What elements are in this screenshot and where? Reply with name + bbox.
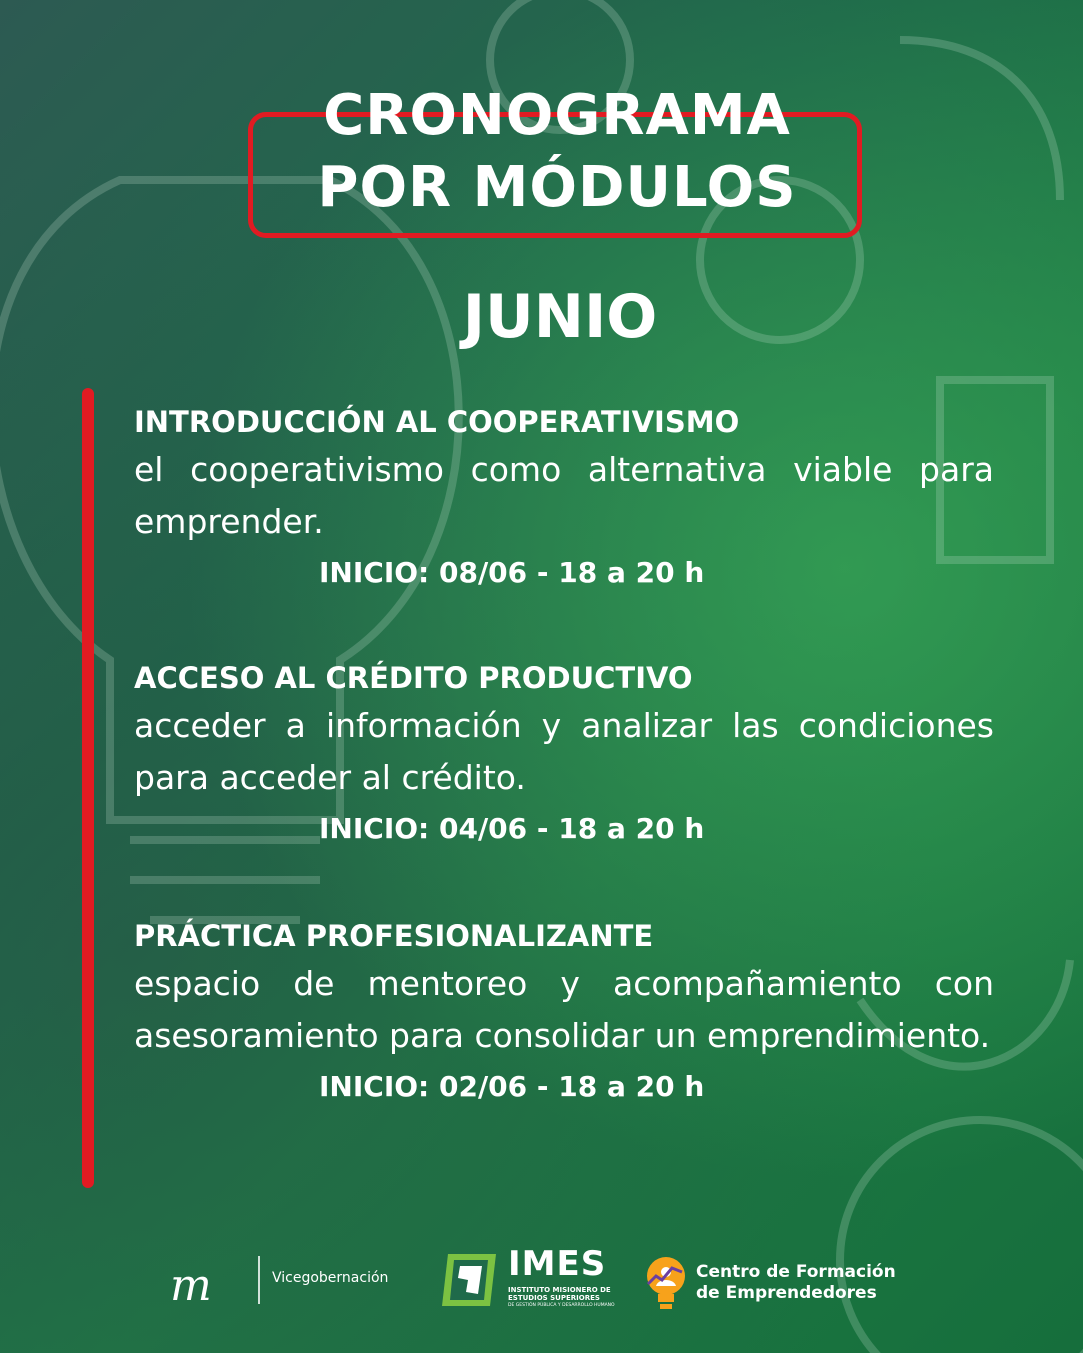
module-description: el cooperativismo como alternativa viable para emprender. [134,450,994,541]
title-line-1: CRONOGRAMA [323,83,791,148]
module-description: espacio de mentoreo y acompañamiento con asesoramiento para consolidar un emprendimiento. [134,964,994,1055]
module-start: INICIO: 02/06 - 18 a 20 h [319,1070,705,1103]
logo-divider [258,1256,260,1304]
module-start: INICIO: 08/06 - 18 a 20 h [319,556,705,589]
module-title: ACCESO AL CRÉDITO PRODUCTIVO [134,661,693,695]
title-line-2: POR MÓDULOS [317,155,797,220]
vice-m-logo: m [170,1260,212,1311]
module-title: INTRODUCCIÓN AL COOPERATIVISMO [134,405,740,439]
module-1 [134,400,994,596]
vice-label: Vicegobernación [272,1270,389,1286]
footer-logos [0,1240,1083,1330]
cfe-lightbulb-icon [642,1254,690,1312]
timeline-bar [82,388,94,1188]
module-3 [134,914,994,1110]
imes-title: IMES [508,1244,607,1284]
imes-subtitle-2: DE GESTIÓN PÚBLICA Y DESARROLLO HUMANO [508,1303,615,1308]
cfe-text [696,1262,896,1304]
module-2 [134,656,994,852]
title-block [292,80,822,230]
cfe-line-2: de Emprendedores [696,1283,877,1303]
module-start: INICIO: 04/06 - 18 a 20 h [319,812,705,845]
cfe-line-1: Centro de Formación [696,1262,896,1282]
module-title: PRÁCTICA PROFESIONALIZANTE [134,919,654,953]
imes-badge-icon [438,1250,500,1310]
imes-subtitle: INSTITUTO MISIONERO DE ESTUDIOS SUPERIORES [508,1286,611,1302]
module-description: acceder a información y analizar las condiciones para acceder al crédito. [134,706,994,797]
month-heading: JUNIO [462,282,658,352]
